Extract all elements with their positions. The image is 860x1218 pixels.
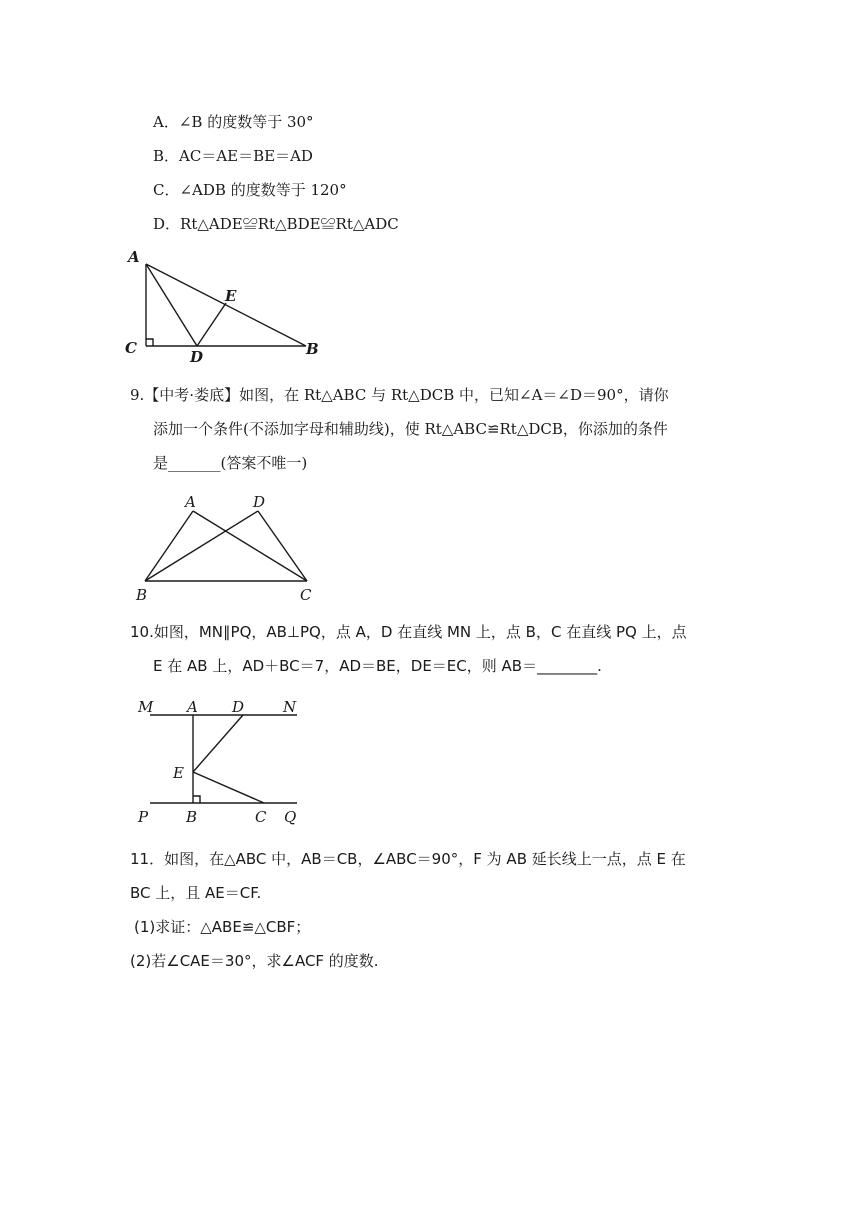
label-a: A xyxy=(187,698,198,716)
segment-dc xyxy=(258,511,307,581)
segment-bd xyxy=(145,511,258,581)
option-d: D．Rt△ADE≌Rt△BDE≌Rt△ADC xyxy=(153,215,399,233)
label-a: A xyxy=(185,493,196,511)
q10-line-2: E 在 AB 上，AD＋BC＝7，AD＝BE，DE＝EC，则 AB＝________. xyxy=(153,657,602,675)
q9-line-3: 是_______(答案不唯一) xyxy=(153,454,308,472)
label-b: B xyxy=(306,340,319,358)
q8-triangle-figure xyxy=(120,244,340,364)
label-a: A xyxy=(128,248,140,266)
right-angle-mark xyxy=(146,339,153,346)
label-m: M xyxy=(138,698,154,716)
label-c: C xyxy=(255,808,267,826)
q9-triangles-figure xyxy=(125,490,335,608)
label-d: D xyxy=(232,698,245,716)
q9-line-2: 添加一个条件(不添加字母和辅助线)，使 Rt△ABC≌Rt△DCB，你添加的条件 xyxy=(153,420,668,438)
label-c: C xyxy=(125,339,137,357)
segment-ac xyxy=(193,511,307,581)
label-b: B xyxy=(136,586,148,604)
q11-part-2: (2)若∠CAE＝30°，求∠ACF 的度数. xyxy=(130,952,379,970)
segment-ec xyxy=(193,772,264,803)
option-c: C．∠ADB 的度数等于 120° xyxy=(153,181,347,199)
label-d: D xyxy=(190,348,204,364)
label-e: E xyxy=(173,764,184,782)
label-e: E xyxy=(225,287,237,305)
q9-line-1: 9.【中考·娄底】如图，在 Rt△ABC 与 Rt△DCB 中，已知∠A＝∠D＝90°，请你 xyxy=(130,386,669,404)
label-n: N xyxy=(283,698,297,716)
label-q: Q xyxy=(284,808,297,826)
q11-line-2: BC 上，且 AE＝CF. xyxy=(130,884,262,902)
segment-ed xyxy=(193,715,243,772)
segment-ba xyxy=(145,511,193,581)
q11-part-1: (1)求证：△ABE≌△CBF； xyxy=(134,918,311,936)
segment-ab xyxy=(146,264,306,346)
q10-line-1: 10.如图，MN∥PQ，AB⊥PQ，点 A，D 在直线 MN 上，点 B，C 在直线 PQ 上，点 xyxy=(130,623,687,641)
option-a: A．∠B 的度数等于 30° xyxy=(153,113,314,131)
option-b: B．AC＝AE＝BE＝AD xyxy=(153,147,313,165)
label-d: D xyxy=(253,493,266,511)
q10-parallel-lines-figure xyxy=(130,694,320,829)
label-p: P xyxy=(138,808,149,826)
label-b: B xyxy=(186,808,198,826)
q11-line-1: 11．如图，在△ABC 中，AB＝CB，∠ABC＝90°，F 为 AB 延长线上一点，点 E 在 xyxy=(130,850,686,868)
right-angle-mark xyxy=(193,796,200,803)
label-c: C xyxy=(300,586,312,604)
segment-de xyxy=(197,303,226,346)
